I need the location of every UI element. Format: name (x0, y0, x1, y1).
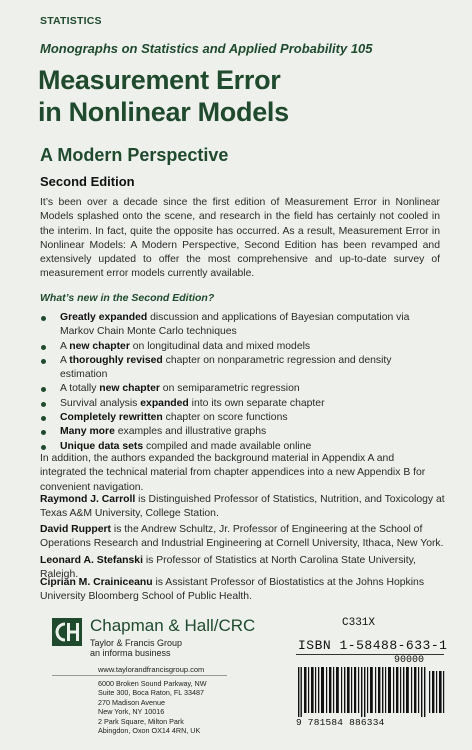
isbn-label: ISBN 1-58488-633-1 (298, 638, 448, 653)
list-item: A totally new chapter on semiparametric regression (40, 382, 440, 396)
intro-paragraph: It’s been over a decade since the first edition of Measurement Error in Nonlinear Models splashed onto the scene, and research in the field has certainly not cooled in the interim. In fact, quite the opposite has occurred. As a result, Measurement Error in Nonlinear Models: A Modern Perspective, Second Edition has been revamped and extensively updated to offer the most comprehensive and up-to-date survey of measurement error models currently available. (40, 197, 440, 280)
edition-label: Second Edition (40, 174, 135, 189)
publisher-logo-icon (52, 618, 82, 646)
author-name: David Ruppert (40, 524, 112, 535)
author-bio: David Ruppert is the Andrew Schultz, Jr. Professor of Engineering at the School of Operations Research and Industrial Engineering at Cornell University, Ithaca, New York. (40, 524, 444, 550)
title-line-2: in Nonlinear Models (38, 97, 289, 127)
publisher-group: Taylor & Francis Group (90, 638, 183, 648)
bullet-icon (41, 416, 46, 421)
whats-new-list (40, 311, 440, 454)
address-boca-raton: 6000 Broken Sound Parkway, NW Suite 300, Boca Raton, FL 33487 (98, 679, 207, 697)
bullet-icon (41, 345, 46, 350)
whats-new-heading: What’s new in the Second Edition? (40, 292, 215, 304)
list-item: Many more examples and illustrative graphs (40, 425, 440, 439)
book-title (38, 64, 289, 128)
category-label: STATISTICS (40, 15, 102, 27)
author-name: Ciprian M. Crainiceanu (40, 577, 153, 588)
list-item: Survival analysis expanded into its own separate chapter (40, 397, 440, 411)
author-bio: Ciprian M. Crainiceanu is Assistant Professor of Biostatistics at the Johns Hopkins University Bloomberg School of Public Health. (40, 577, 425, 603)
bullet-icon (41, 387, 46, 392)
barcode-number: 9 781584 886334 (296, 717, 385, 728)
list-item: A new chapter on longitudinal data and mixed models (40, 340, 440, 354)
price-code: 90000 (394, 655, 425, 666)
divider (52, 675, 227, 676)
barcode-icon (296, 655, 446, 717)
bullet-icon (41, 316, 46, 321)
product-code: C331X (342, 617, 376, 629)
bullet-icon (41, 430, 46, 435)
publisher-website[interactable]: www.taylorandfrancisgroup.com (98, 665, 205, 674)
publisher-business: an informa business (90, 648, 171, 658)
bullet-icon (41, 359, 46, 364)
list-item: Unique data sets compiled and made available online (40, 440, 440, 454)
title-line-1: Measurement Error (38, 65, 281, 95)
publisher-name: Chapman & Hall/CRC (90, 616, 256, 635)
address-new-york: 270 Madison Avenue New York, NY 10016 (98, 698, 166, 716)
address-abingdon: 2 Park Square, Milton Park Abingdon, Oxon OX14 4RN, UK (98, 717, 201, 735)
list-item: Completely rewritten chapter on score functions (40, 411, 440, 425)
author-bio: Raymond J. Carroll is Distinguished Professor of Statistics, Nutrition, and Toxicology at Texas A&M University, College Station. (40, 494, 445, 520)
book-subtitle: A Modern Perspective (40, 145, 229, 165)
list-item: A thoroughly revised chapter on nonparametric regression and density estimation (40, 354, 440, 383)
addition-paragraph: In addition, the authors expanded the background material in Appendix A and integrated the technical material from chapter appendices into a new Appendix B for convenient navigation. (40, 453, 426, 493)
author-name: Raymond J. Carroll (40, 494, 136, 505)
bullet-icon (41, 402, 46, 407)
list-item: Greatly expanded discussion and applications of Bayesian computation via Markov Chain Monte Carlo techniques (40, 311, 440, 340)
series-name: Monographs on Statistics and Applied Probability 105 (40, 41, 373, 56)
author-bio: Leonard A. Stefanski is Professor of Statistics at North Carolina State University, Raleigh. (40, 555, 416, 581)
bullet-icon (41, 445, 46, 450)
author-name: Leonard A. Stefanski (40, 555, 143, 566)
